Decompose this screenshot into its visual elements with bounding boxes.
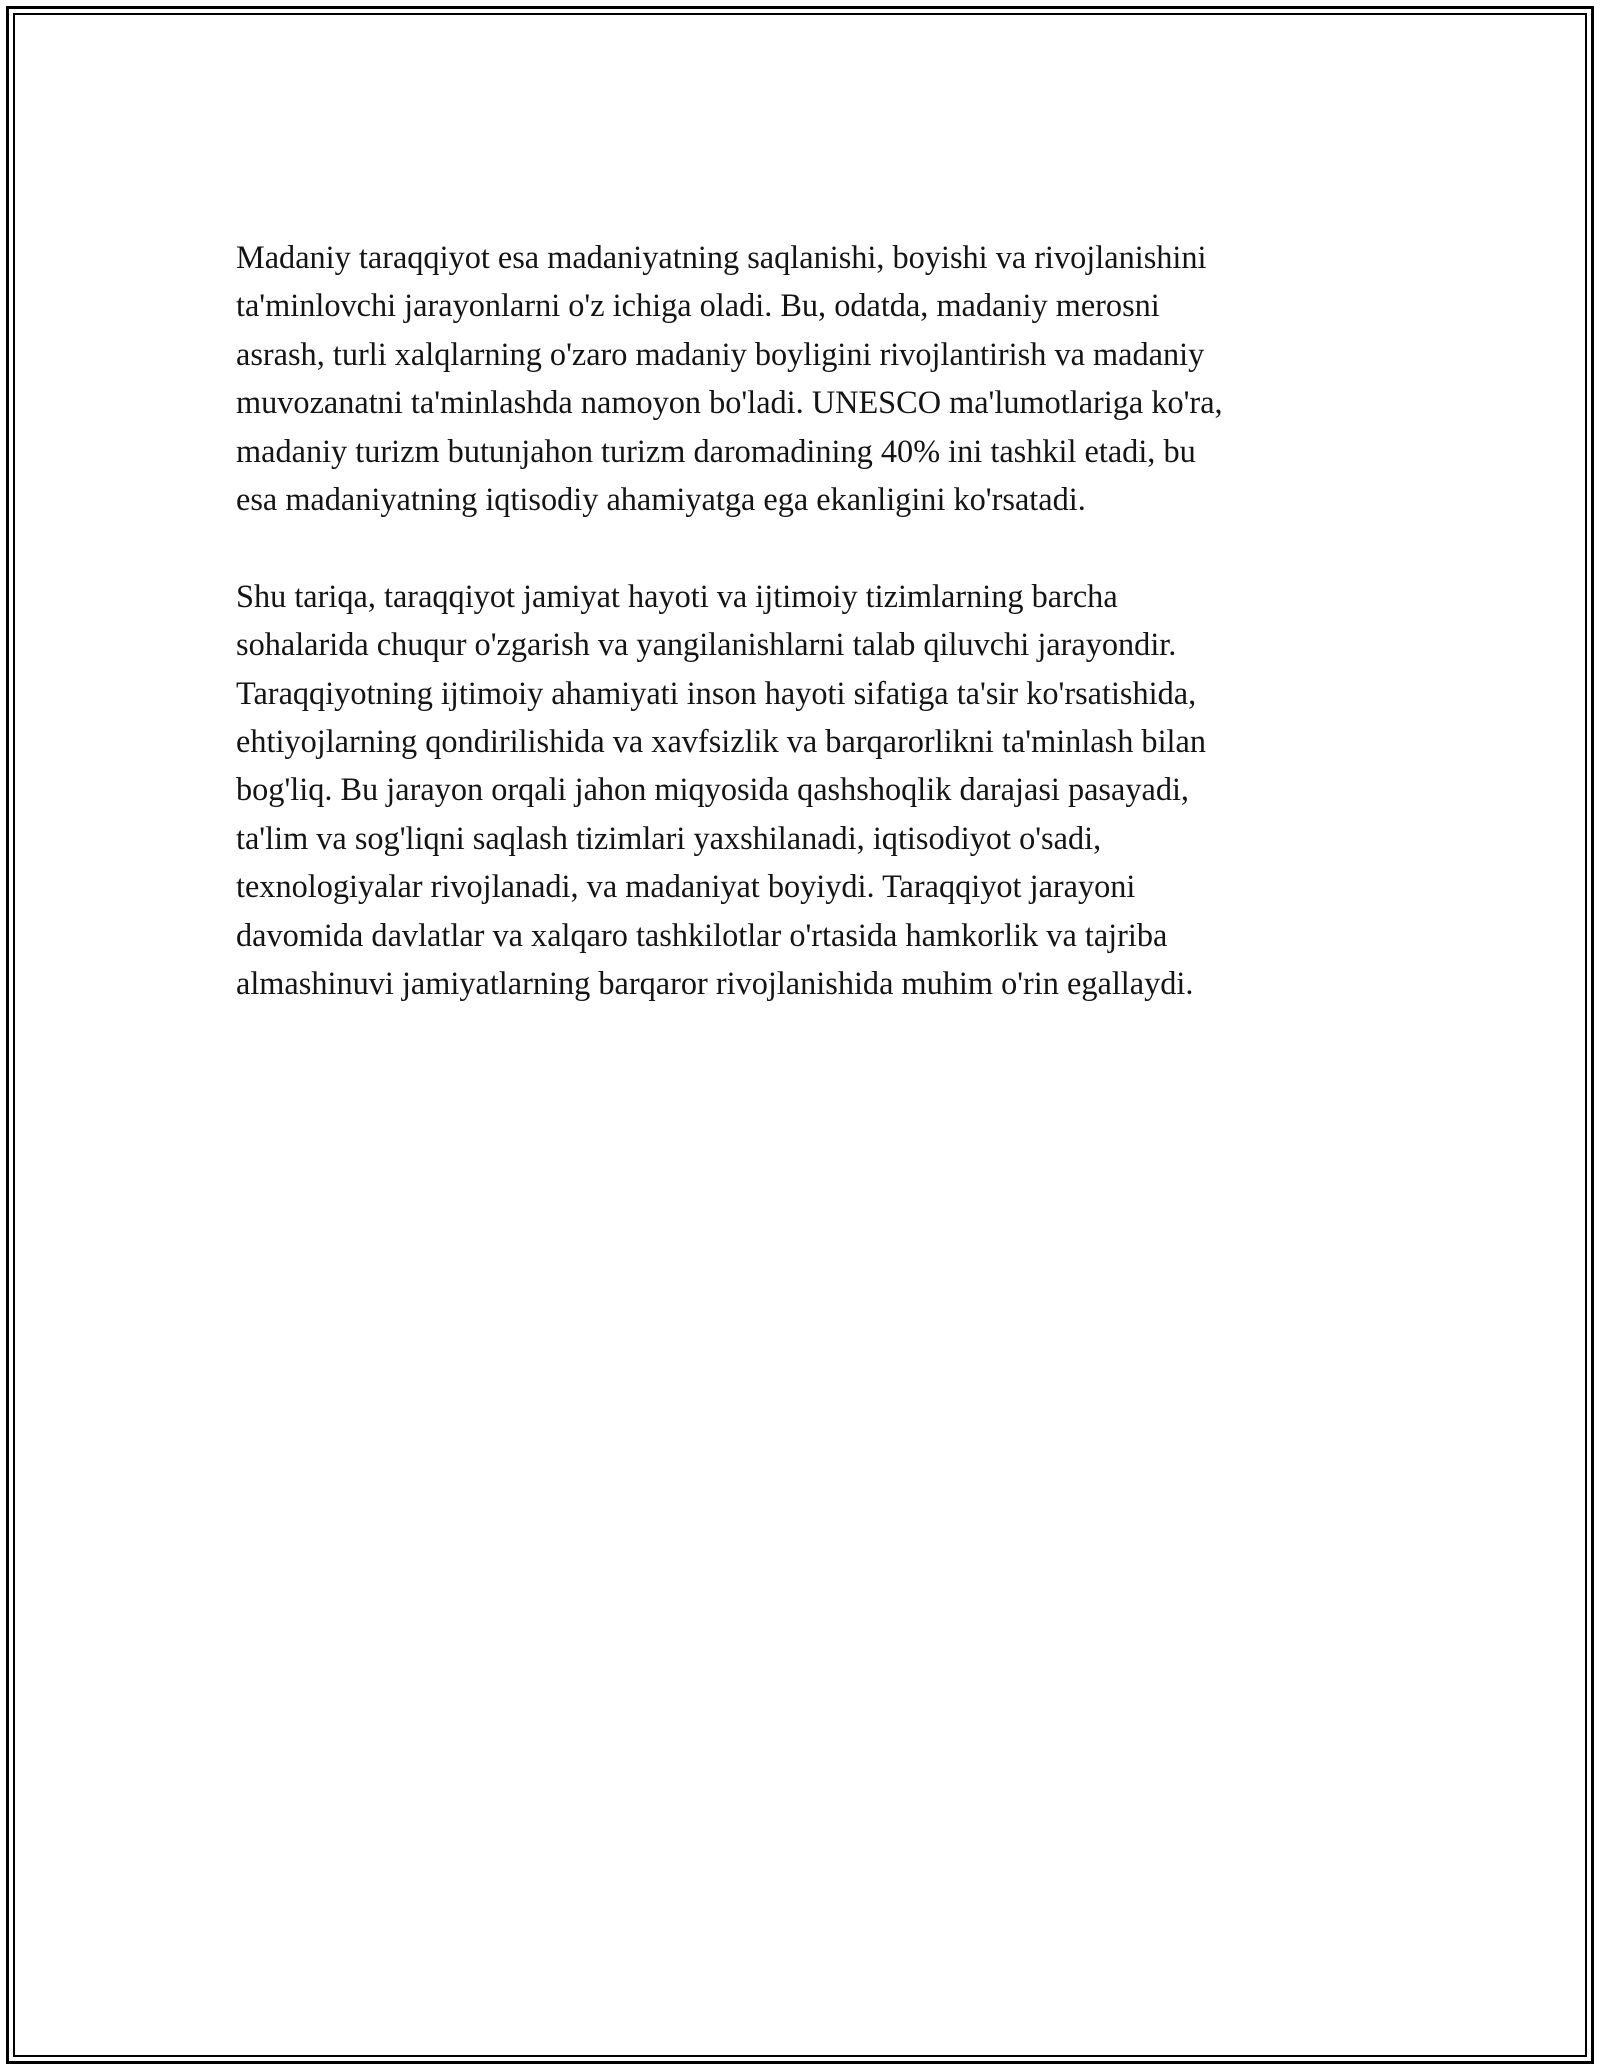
text-line: sohalarida chuqur o'zgarish va yangilanishlarni talab qiluvchi jarayondir.: [236, 626, 1177, 663]
text-line: Madaniy taraqqiyot esa madaniyatning saqlanishi, boyishi va rivojlanishini: [236, 239, 1207, 275]
text-line: davomida davlatlar va xalqaro tashkilotlar o'rtasida hamkorlik va tajriba: [236, 916, 1168, 953]
text-line: madaniy turizm butunjahon turizm daromadining 40% ini tashkil etadi, bu: [236, 432, 1196, 469]
text-line: asrash, turli xalqlarning o'zaro madaniy boyligini rivojlantirish va madaniy: [236, 335, 1205, 372]
text-line: esa madaniyatning iqtisodiy ahamiyatga ega ekanligini ko'rsatadi.: [236, 481, 1086, 518]
text-line: texnologiyalar rivojlanadi, va madaniyat boyiydi. Taraqqiyot jarayoni: [236, 868, 1136, 905]
text-line: ta'minlovchi jarayonlarni o'z ichiga oladi. Bu, odatda, madaniy merosni: [236, 287, 1160, 324]
document-body: [236, 233, 1396, 1056]
paragraph-conclusion: [236, 572, 1396, 1008]
text-line: muvozanatni ta'minlashda namoyon bo'ladi. UNESCO ma'lumotlariga ko'ra,: [236, 384, 1223, 421]
text-line: bog'liq. Bu jarayon orqali jahon miqyosida qashshoqlik darajasi pasayadi,: [236, 771, 1190, 808]
text-line: almashinuvi jamiyatlarning barqaror rivojlanishida muhim o'rin egallaydi.: [236, 965, 1194, 1002]
paragraph-cultural-development: [236, 233, 1396, 523]
text-line: ehtiyojlarning qondirilishida va xavfsizlik va barqarorlikni ta'minlash bilan: [236, 723, 1207, 760]
text-line: Taraqqiyotning ijtimoiy ahamiyati inson hayoti sifatiga ta'sir ko'rsatishida,: [236, 674, 1197, 711]
text-line: Shu tariqa, taraqqiyot jamiyat hayoti va ijtimoiy tizimlarning barcha: [236, 577, 1118, 614]
text-line: ta'lim va sog'liqni saqlash tizimlari yaxshilanadi, iqtisodiyot o'sadi,: [236, 819, 1102, 856]
